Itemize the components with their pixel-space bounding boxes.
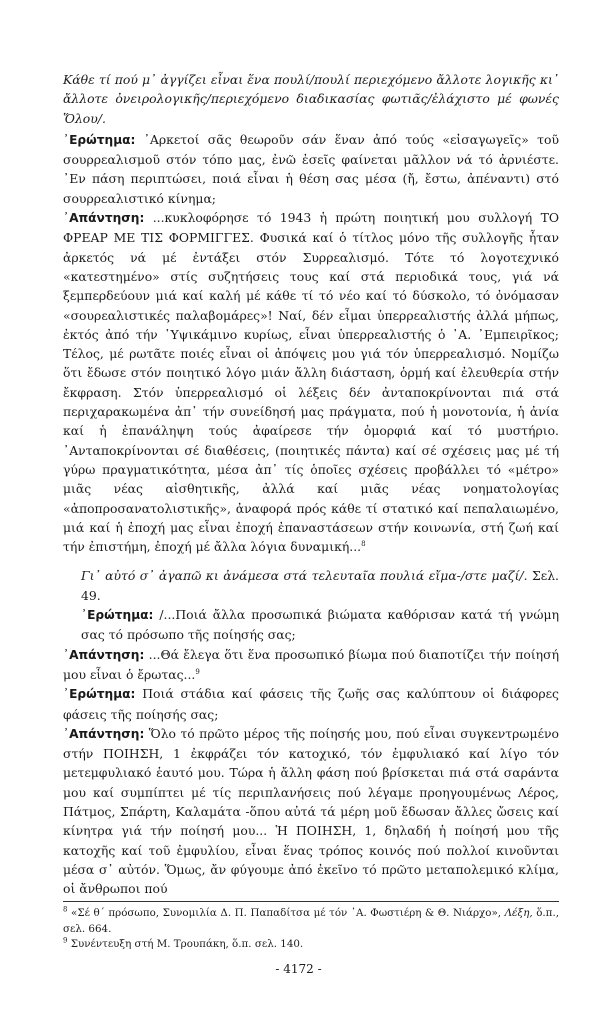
footnote-8 [63,906,559,937]
question-text: ᾿Αρκετοί σᾶς θεωροῦν σάν ἕναν ἀπό τούς «εἰσαγωγεῖς» τοῦ σουρρεαλισμοῦ στόν τόπο μας, ἐνῶ ἐσεῖς φαίνεται μᾶλλον νά τό ἀρνιέστε. ᾿Εν πάση περιπτώσει, ποιά εἶναι ἡ θέση σας μέσα (ἤ, ἔστω, ἀπέναντι) στό σουρρεαλιστικό κίνημα; [63,131,559,206]
question-2 [63,605,559,645]
answer-2 [63,645,559,685]
poem-quote-2 [63,566,559,605]
footnote-italic-title: Λέξη, [504,907,533,920]
answer-text: ...κυκλοφόρησε τό 1943 ἡ πρώτη ποιητική μου συλλογή ΤΟ ΦΡΕΑΡ ΜΕ ΤΙΣ ΦΟΡΜΙΓΓΕΣ. Φυσικά καί ὁ τίτλος μόνο τῆς συλλογῆς ἦταν ἀρκετός νά μέ ἐντάξει στόν Συρρεαλισμό. Τότε τό λογοτεχνικό «κατεστημένο» στίς συζητήσεις τους καί στά περιοδικά τους, γιά νά ξεμπερδεύουν μιά καί καλή μέ κάθε τί τό νέο καί τό δύσκολο, τό ὀνόμασαν «σουρεαλιστικές παλαβομάρες»! Ναί, δέν εἶμαι ὑπερρεαλιστής ἀλλά μήπως, ἐκτός ἀπό τήν ῾Υψικάμινο κυρίως, εἶναι ὑπερρεαλιστής ὁ ᾿Α. ᾿Εμπειρῖκος; Τέλος, μέ ρωτᾶτε ποιές εἶναι οἱ ἀπόψεις μου γιά τόν ὑπερρεαλισμό. Νομίζω ὅτι ἔδωσε στόν ποιητικό λόγο μιάν ἄλλη διάσταση, ὁρμή καί ἐλευθερία στήν ἔκφραση. Στόν ὑπερρεαλισμό οἱ λέξεις δέν ἀνταποκρίνονται πιά στά περιχαρακωμένα ἀπ᾽ τήν συνείδησή μας πράγματα, πού ἡ μονοτονία, ἡ ἀνία καί ἡ ἐπανάληψη τούς ἀφαίρεσε τήν ὀμορφιά καί τό μυστήριο. ᾿Ανταποκρίνονται σέ διαθέσεις, (ποιητικές πάντα) καί σέ σχέσεις μας μέ τή γύρω πραγματικότητα, μέσα ἀπ᾽ τίς ὁποῖες σχέσεις προβάλλει τό «μέτρο» μιᾶς νέας αἰσθητικῆς, ἀλλά καί μιᾶς νέας νοηματολογίας «ἀποπροσανατολιστικῆς», ἀναφορά πρός κάθε τί στατικό καί πεπαλαιωμένο, μιά καί ἡ ἐποχή μας εἶναι ἐποχή ἐπαναστάσεων στήν κοινωνία, στή ζωή καί τήν ἐπιστήμη, ἐποχή μέ ἄλλα λόγια δυναμική... [63,210,559,555]
footnote-divider [63,901,559,902]
footnote-ref-9: 9 [195,667,200,676]
answer-label: ᾿Απάντηση: [63,726,145,741]
question-1 [63,130,559,208]
question-label: ᾿Ερώτημα: [63,687,136,702]
answer-text: Ὅλο τό πρῶτο μέρος τῆς ποίησής μου, πού εἶναι συγκεντρωμένο στήν ΠΟΙΗΣΗ, 1 ἐκφράζει τόν κατοχικό, τόν ἐμφυλιακό καί λίγο τόν μετεμφυλιακό ἑαυτό μου. Τώρα ἡ ἄλλη φάση πού βρίσκεται πιά στά σαράντα μου καί συμπίπτει μέ τίς περιπλανήσεις πού λέγαμε προηγουμένως Λέρος, Πάτμος, Σπάρτη, Καλαμάτα -ὅπου αὐτά τά μέρη μοῦ ἔδωσαν ἄλλες ὤσεις καί κίνητρα γιά τήν ποίησή μου... Ἡ ΠΟΙΗΣΗ, 1, δηλαδή ἡ ποίησή μου τῆς κατοχῆς καί τοῦ ἐμφυλίου, εἶναι ἕνας τρόπος κοινός πού πολλοί κινοῦνται μέσα σ᾽ αὐτόν. Ὅμως, ἄν φύγουμε ἀπό ἐκεῖνο τό πρῶτο μεταπολεμικό κλίμα, οἱ ἄνθρωποι πού [63,725,559,897]
question-3 [63,684,559,724]
question-label: ᾿Ερώτημα: [81,608,154,623]
answer-label: ᾿Απάντηση: [63,647,145,662]
question-text: Ποιά στάδια καί φάσεις τῆς ζωῆς σας καλύπτουν οἱ διάφορες φάσεις τῆς ποίησής σας; [63,686,559,722]
question-text: /...Ποιά ἄλλα προσωπικά βιώματα καθόρισαν κατά τή γνώμη σας τό πρόσωπο τῆς ποίησής σας; [81,607,559,643]
answer-label: ᾿Απάντηση: [63,211,145,226]
answer-text: ...Θά ἔλεγα ὅτι ἕνα προσωπικό βίωμα πού διαποτίζει τήν ποίησή μου εἶναι ὁ ἔρωτας... [63,646,559,682]
page-reference: Σελ. 49. [81,568,559,603]
footnote-ref-8: 8 [361,540,366,548]
page-body [63,70,559,953]
footnote-text: «Σέ θ΄ πρόσωπο, Συνομιλία Δ. Π. Παπαδίτσα μέ τόν ᾿Α. Φωστιέρη & Θ. Νιάρχο», [67,907,505,920]
poem-quote-text: Γι᾽ αὐτό σ᾽ ἀγαπῶ κι ἀνάμεσα στά τελευταῖα πουλιά εἴμα-/στε μαζί/. [81,568,528,584]
answer-1 [63,208,559,556]
answer-3 [63,724,559,899]
footnote-text-end: ὅ.π., σελ. 664. [63,907,559,935]
footnote-text: Συνέντευξη στή Μ. Τρουπάκη, ὅ.π. σελ. 140. [67,938,304,951]
page-number: - 4172 - [275,962,322,976]
footnote-9 [63,937,559,953]
intro-poem-quote: Κάθε τί πού μ᾽ ἀγγίζει εἶναι ἕνα πουλί/πουλί περιεχόμενο ἄλλοτε λογικῆς κι᾽ ἄλλοτε ὀνειρολογικῆς/περιεχόμενο διαδικασίας φωτιᾶς/ἐλάχιστο μέ φωνές Ὅλου/. [63,72,559,126]
footnote-number: 9 [63,937,68,946]
question-label: ᾿Ερώτημα: [63,132,136,147]
footnote-number: 8 [63,906,68,915]
